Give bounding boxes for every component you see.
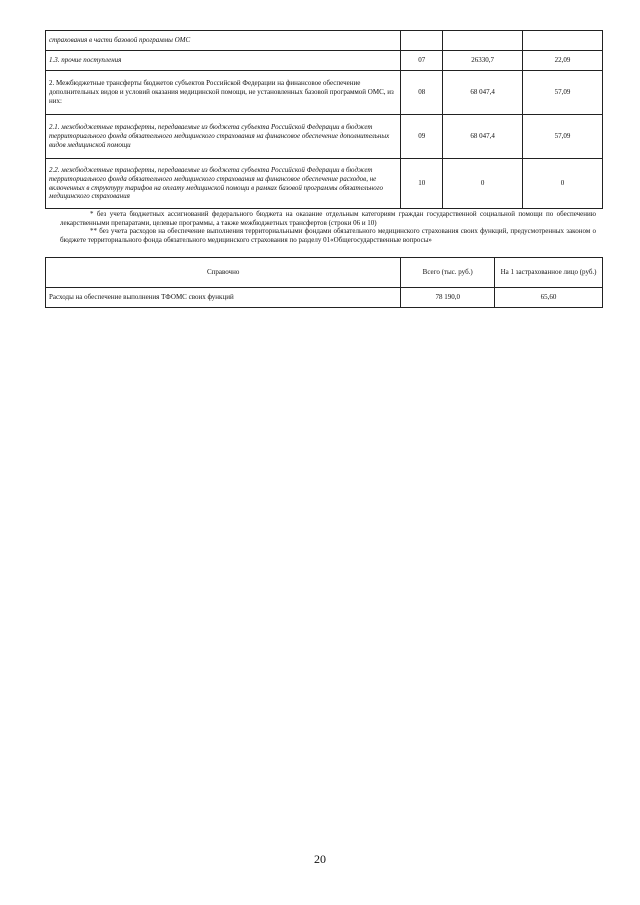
- row-code: 07: [401, 51, 443, 71]
- financing-table: [45, 30, 603, 209]
- row-code: 10: [401, 159, 443, 209]
- footnote-1: * без учета бюджетных ассигнований федерального бюджета на оказание отдельным категориям граждан государственной социальной помощи по обеспечению лекарственными препаратами, целевые программы, а также межбюджетных трансфертов (строки 06 и 10): [60, 210, 596, 227]
- row-total: 68 047,4: [443, 115, 523, 159]
- row-code: [401, 31, 443, 51]
- footnote-2: ** без учета расходов на обеспечение выполнения территориальными фондами обязательного медицинского страхования своих функций, предусмотренных законом о бюджете территориального фонда обязательного медицинского страхования по разделу 01«Общегосударственные вопросы»: [60, 227, 596, 244]
- row-per-person: 22,09: [523, 51, 603, 71]
- row-code: 08: [401, 71, 443, 115]
- row-label: 2. Межбюджетные трансферты бюджетов субъектов Российской Федерации на финансовое обеспечение дополнительных видов и условий оказания медицинской помощи, не установленных базовой программой ОМС, из них:: [46, 71, 401, 115]
- table-row: [46, 159, 603, 209]
- table-row: [46, 288, 603, 308]
- row-total: 78 190,0: [401, 288, 495, 308]
- page-number: 20: [314, 852, 326, 866]
- row-per-person: 65,60: [495, 288, 603, 308]
- row-per-person: 57,09: [523, 71, 603, 115]
- row-code: 09: [401, 115, 443, 159]
- row-per-person: 0: [523, 159, 603, 209]
- row-total: [443, 31, 523, 51]
- table-row: [46, 115, 603, 159]
- row-label: страхования в части базовой программы ОМС: [46, 31, 401, 51]
- row-label: 1.3. прочие поступления: [46, 51, 401, 71]
- row-total: 26330,7: [443, 51, 523, 71]
- row-label: Расходы на обеспечение выполнения ТФОМС своих функций: [46, 288, 401, 308]
- row-total: 68 047,4: [443, 71, 523, 115]
- header-per-person: На 1 застрахованное лицо (руб.): [495, 258, 603, 288]
- header-label: Справочно: [46, 258, 401, 288]
- row-per-person: [523, 31, 603, 51]
- row-per-person: 57,09: [523, 115, 603, 159]
- table-row: [46, 71, 603, 115]
- row-total: 0: [443, 159, 523, 209]
- row-label: 2.1. межбюджетные трансферты, передаваемые из бюджета субъекта Российской Федерации в бюджет территориального фонда обязательного медицинского страхования на финансовое обеспечение дополнительных видов медицинской помощи: [46, 115, 401, 159]
- reference-table: [45, 257, 603, 308]
- table-row: [46, 51, 603, 71]
- footnotes: [60, 210, 596, 244]
- table-header-row: [46, 258, 603, 288]
- table-row: [46, 31, 603, 51]
- header-total: Всего (тыс. руб.): [401, 258, 495, 288]
- row-label: 2.2. межбюджетные трансферты, передаваемые из бюджета субъекта Российской Федерации в бюджет территориального фонда обязательного медицинского страхования на финансовое обеспечение расходов, не включенных в структуру тарифов на оплату медицинской помощи в рамках базовой программы обязательного медицинского страхования: [46, 159, 401, 209]
